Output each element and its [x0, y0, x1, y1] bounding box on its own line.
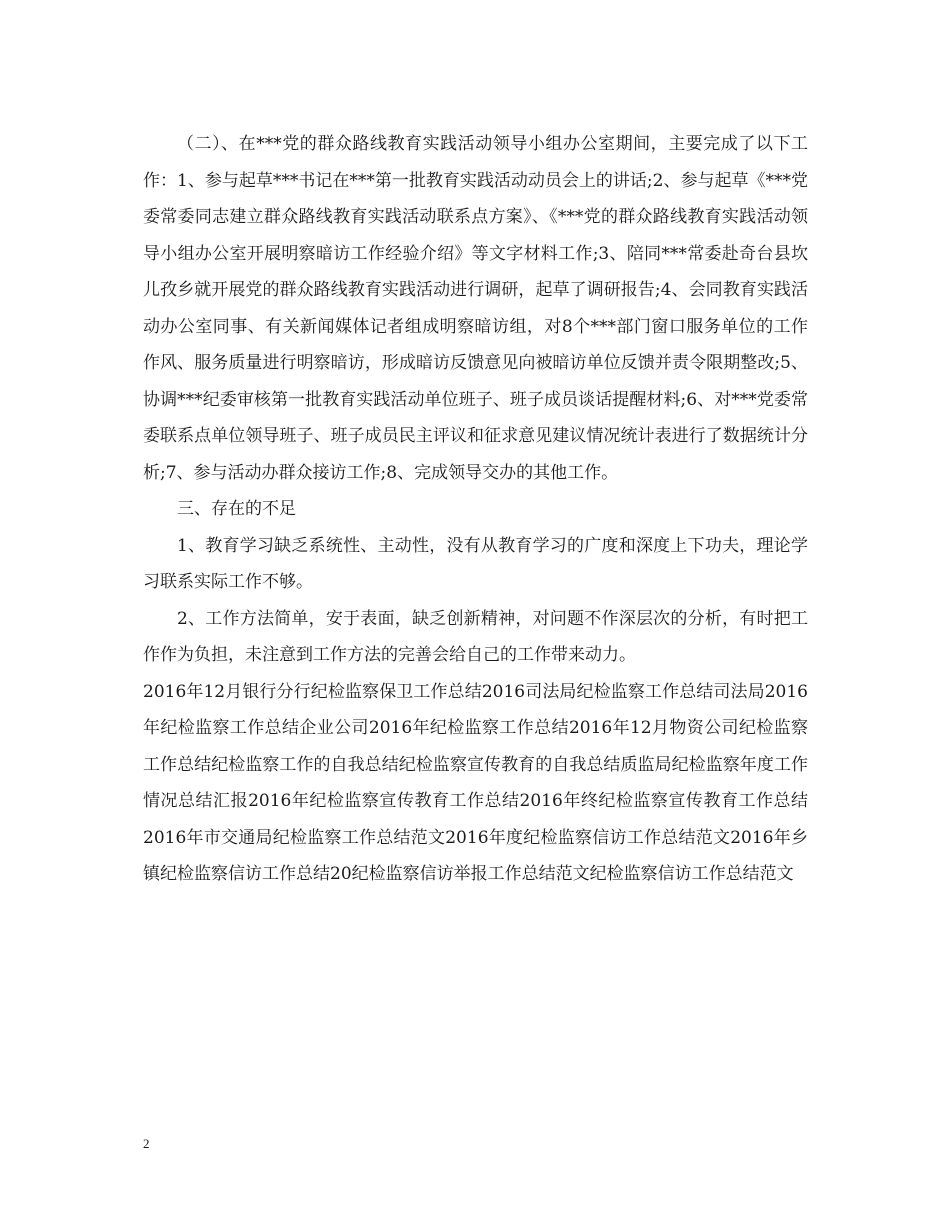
- paragraph-shortcoming-1: 1、教育学习缺乏系统性、主动性，没有从教育学习的广度和深度上下功夫，理论学习联系实际工作不够。: [143, 535, 808, 592]
- paragraph-shortcoming-2: 2、工作方法简单，安于表面，缺乏创新精神，对问题不作深层次的分析，有时把工作作为负担，未注意到工作方法的完善会给自己的工作带来动力。: [143, 608, 808, 665]
- paragraph-related-links: 2016年12月银行分行纪检监察保卫工作总结2016司法局纪检监察工作总结司法局2016年纪检监察工作总结企业公司2016年纪检监察工作总结2016年12月物资公司纪检监察工作总结纪检监察工作的自我总结纪检监察宣传教育的自我总结质监局纪检监察年度工作情况总结汇报2016年纪检监察宣传教育工作总结2016年终纪检监察宣传教育工作总结2016年市交通局纪检监察工作总结范文2016年度纪检监察信访工作总结范文2016年乡镇纪检监察信访工作总结20纪检监察信访举报工作总结范文纪检监察信访工作总结范文: [143, 681, 808, 884]
- document-body: [143, 126, 808, 893]
- paragraph-work-summary: （二）、在***党的群众路线教育实践活动领导小组办公室期间，主要完成了以下工作：1、参与起草***书记在***第一批教育实践活动动员会上的讲话;2、参与起草《***党委常委同志建立群众路线教育实践活动联系点方案》、《***党的群众路线教育实践活动领导小组办公室开展明察暗访工作经验介绍》等文字材料工作;3、陪同***常委赴奇台县坎儿孜乡就开展党的群众路线教育实践活动进行调研，起草了调研报告;4、会同教育实践活动办公室同事、有关新闻媒体记者组成明察暗访组，对8个***部门窗口服务单位的工作作风、服务质量进行明察暗访，形成暗访反馈意见向被暗访单位反馈并责令限期整改;5、协调***纪委审核第一批教育实践活动单位班子、班子成员谈话提醒材料;6、对***党委常委联系点单位领导班子、班子成员民主评议和征求意见建议情况统计表进行了数据统计分析;7、参与活动办群众接访工作;8、完成领导交办的其他工作。: [143, 134, 808, 483]
- page-number: 2: [143, 1136, 150, 1151]
- section-heading-shortcomings: 三、存在的不足: [177, 499, 296, 519]
